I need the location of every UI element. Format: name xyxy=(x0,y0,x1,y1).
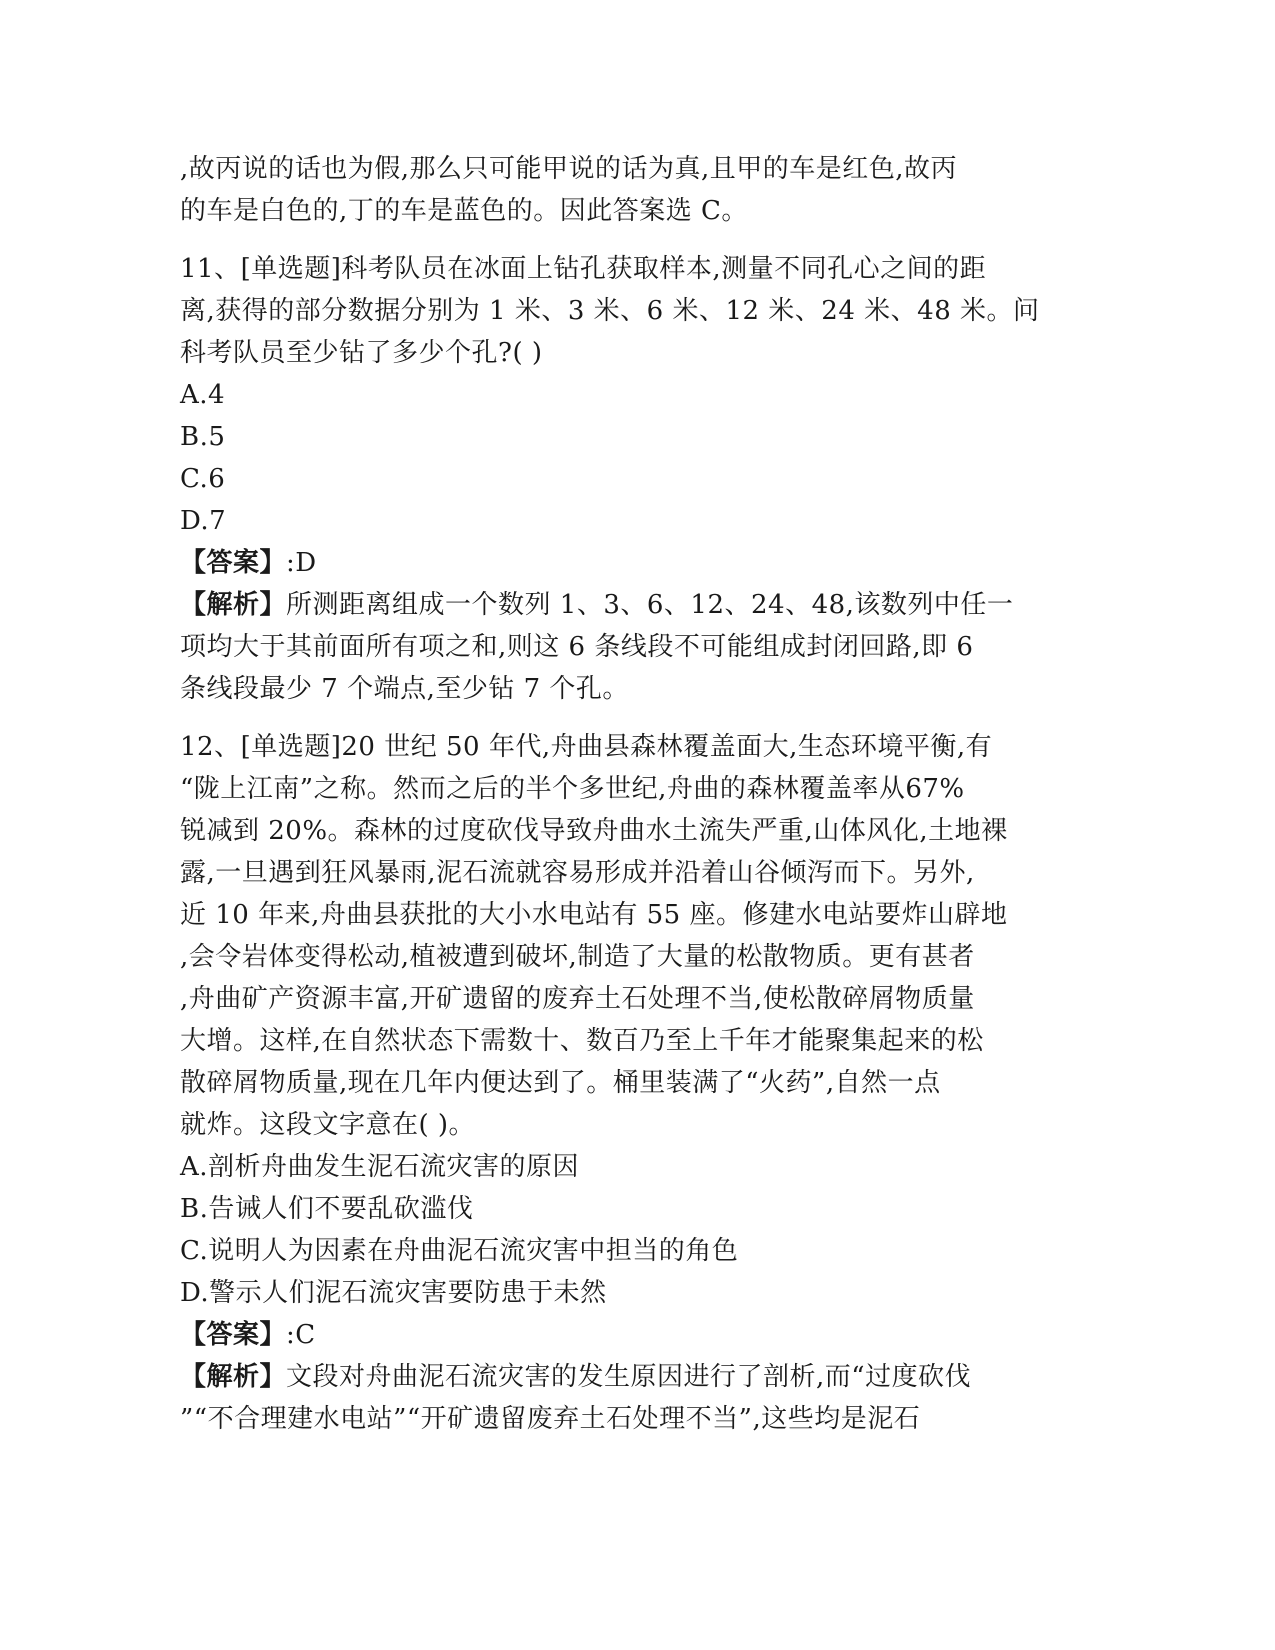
option-c: C.说明人为因素在舟曲泥石流灾害中担当的角色 xyxy=(180,1236,739,1266)
question-stem-line: 离,获得的部分数据分别为 1 米、3 米、6 米、12 米、24 米、48 米。问 xyxy=(180,296,1040,326)
analysis-label: 【解析】 xyxy=(180,590,287,620)
previous-analysis xyxy=(180,148,1080,232)
question-stem-line: 就炸。这段文字意在( )。 xyxy=(180,1110,476,1140)
question-stem-line: 散碎屑物质量,现在几年内便达到了。桶里装满了“火药”,自然一点 xyxy=(180,1068,941,1098)
question-stem-line: “陇上江南”之称。然而之后的半个多世纪,舟曲的森林覆盖率从67% xyxy=(180,774,965,804)
option-b: B.5 xyxy=(180,422,226,452)
question-stem-line: ,舟曲矿产资源丰富,开矿遗留的废弃土石处理不当,使松散碎屑物质量 xyxy=(180,984,975,1014)
answer-value: :C xyxy=(286,1320,316,1350)
document-page xyxy=(180,148,1080,1440)
option-a: A.剖析舟曲发生泥石流灾害的原因 xyxy=(180,1152,580,1182)
analysis-line: ”“不合理建水电站”“开矿遗留废弃土石处理不当”,这些均是泥石 xyxy=(180,1404,921,1434)
question-stem-line: 露,一旦遇到狂风暴雨,泥石流就容易形成并沿着山谷倾泻而下。另外, xyxy=(180,858,975,888)
question-stem-line: 大增。这样,在自然状态下需数十、数百乃至上千年才能聚集起来的松 xyxy=(180,1026,984,1056)
text-line: ,故丙说的话也为假,那么只可能甲说的话为真,且甲的车是红色,故丙 xyxy=(180,154,958,184)
analysis-line: 条线段最少 7 个端点,至少钻 7 个孔。 xyxy=(180,674,629,704)
question-stem-line: 近 10 年来,舟曲县获批的大小水电站有 55 座。修建水电站要炸山辟地 xyxy=(180,900,1008,930)
analysis-text: 所测距离组成一个数列 1、3、6、12、24、48,该数列中任一 xyxy=(286,590,1014,620)
question-stem-line: 11、[单选题]科考队员在冰面上钻孔获取样本,测量不同孔心之间的距 xyxy=(180,254,987,284)
question-stem-line: 锐减到 20%。森林的过度砍伐导致舟曲水土流失严重,山体风化,土地裸 xyxy=(180,816,1008,846)
answer-value: :D xyxy=(286,548,317,578)
analysis-label: 【解析】 xyxy=(180,1362,287,1392)
text-line: 的车是白色的,丁的车是蓝色的。因此答案选 C。 xyxy=(180,196,748,226)
question-stem-line: 12、[单选题]20 世纪 50 年代,舟曲县森林覆盖面大,生态环境平衡,有 xyxy=(180,732,993,762)
question-stem-line: 科考队员至少钻了多少个孔?( ) xyxy=(180,338,543,368)
answer-line xyxy=(180,1314,1080,1356)
option-c: C.6 xyxy=(180,464,226,494)
answer-line xyxy=(180,542,1080,584)
analysis-line: 项均大于其前面所有项之和,则这 6 条线段不可能组成封闭回路,即 6 xyxy=(180,632,974,662)
question-12 xyxy=(180,726,1080,1440)
analysis-text: 文段对舟曲泥石流灾害的发生原因进行了剖析,而“过度砍伐 xyxy=(286,1362,972,1392)
answer-label: 【答案】 xyxy=(180,1320,287,1350)
analysis-line xyxy=(180,1356,1080,1398)
answer-label: 【答案】 xyxy=(180,548,287,578)
option-a: A.4 xyxy=(180,380,226,410)
question-11 xyxy=(180,248,1080,710)
question-stem-line: ,会令岩体变得松动,植被遭到破坏,制造了大量的松散物质。更有甚者 xyxy=(180,942,975,972)
option-b: B.告诫人们不要乱砍滥伐 xyxy=(180,1194,474,1224)
option-d: D.警示人们泥石流灾害要防患于未然 xyxy=(180,1278,607,1308)
analysis-line xyxy=(180,584,1080,626)
option-d: D.7 xyxy=(180,506,227,536)
